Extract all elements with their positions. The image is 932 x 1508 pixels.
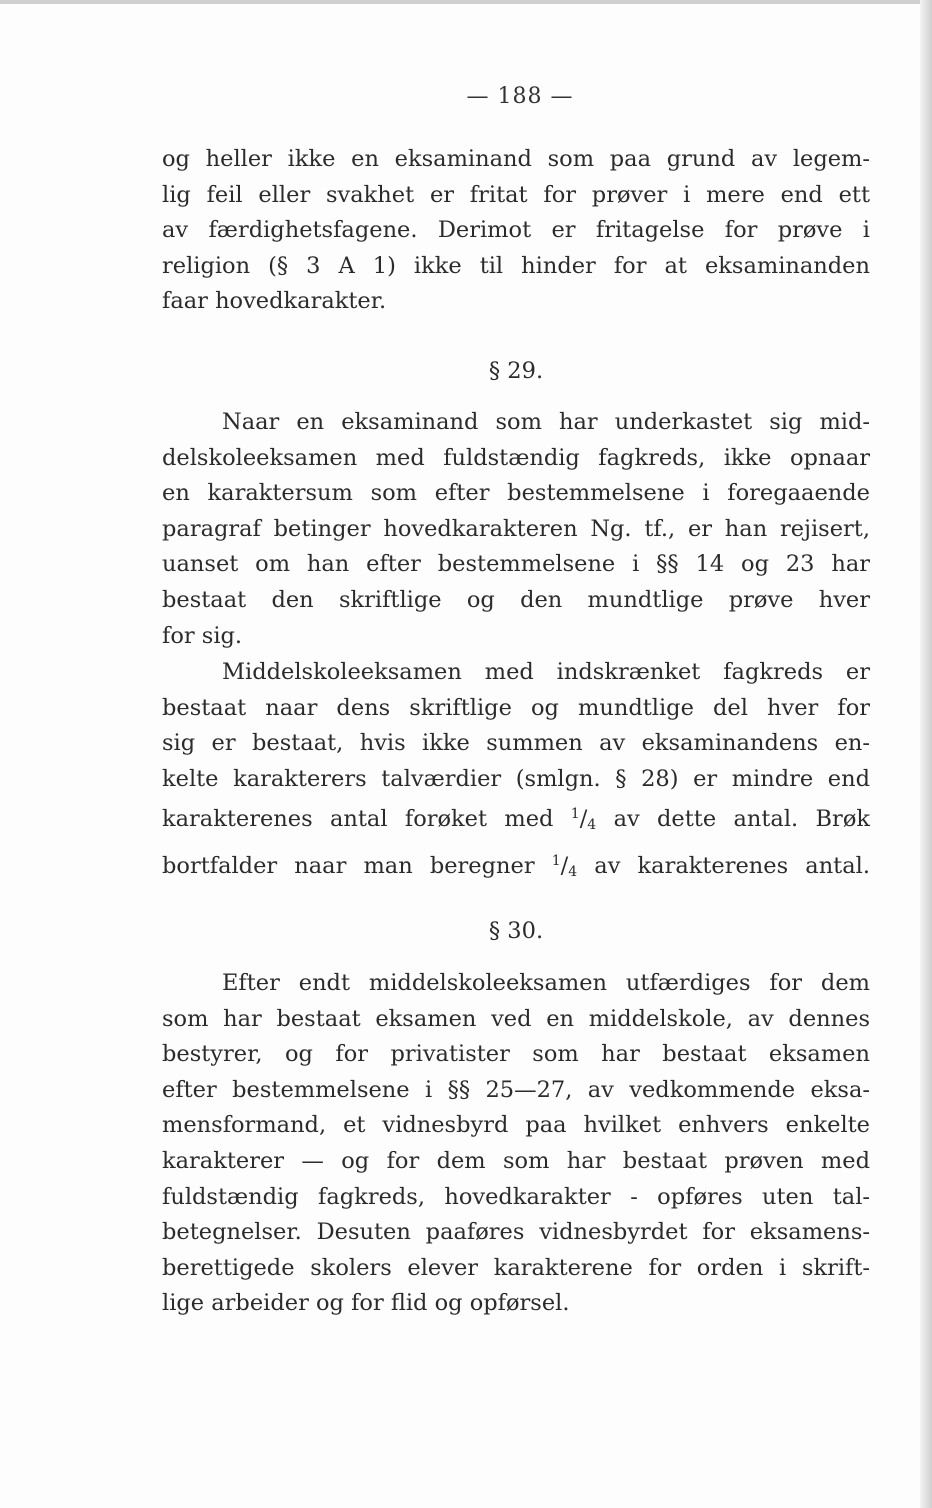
text-segment: av dette antal. Brøk bbox=[613, 806, 870, 833]
text-segment: karakterenes antal forøket med bbox=[162, 806, 554, 833]
text-line: efter bestemmelsene i §§ 25—27, av vedkommende eksa- bbox=[162, 1076, 870, 1103]
text-line: for sig. bbox=[162, 622, 243, 649]
text-line: Efter endt middelskoleeksamen utfærdiges for dem bbox=[222, 970, 870, 996]
text-line: bestyrer, og for privatister som har bestaat eksamen bbox=[162, 1041, 870, 1068]
text-line-with-fraction bbox=[162, 797, 870, 844]
section-heading-29: § 29. bbox=[488, 358, 544, 384]
fraction-denominator: 4 bbox=[587, 817, 597, 834]
text-line: av færdighetsfagene. Derimot er fritagelse for prøve i bbox=[162, 217, 870, 244]
text-line: karakterer — og for dem som har bestaat prøven med bbox=[162, 1147, 870, 1174]
fraction-numerator: 1 bbox=[570, 806, 580, 823]
text-line: Middelskoleeksamen med indskrænket fagkreds er bbox=[222, 659, 870, 685]
text-line: religion (§ 3 A 1) ikke til hinder for at eksaminanden bbox=[162, 252, 870, 279]
paragraph-continued bbox=[162, 142, 870, 320]
text-line: betegnelser. Desuten paaføres vidnesbyrdet for eksamens- bbox=[162, 1219, 870, 1246]
text-line: kelte karakterers talværdier (smlgn. § 28) er mindre end bbox=[162, 765, 870, 792]
text-segment: av karakterenes antal. bbox=[594, 852, 870, 879]
text-line: paragraf betinger hovedkarakteren Ng. tf., er han rejisert, bbox=[162, 515, 870, 542]
page-right-edge bbox=[920, 0, 932, 1508]
text-line: delskoleeksamen med fuldstændig fagkreds, ikke opnaar bbox=[162, 444, 870, 471]
text-line-with-fraction bbox=[162, 844, 870, 891]
text-line: berettigede skolers elever karakterene for orden i skrift- bbox=[162, 1254, 870, 1281]
text-line: fuldstændig fagkreds, hovedkarakter - opføres uten tal- bbox=[162, 1183, 870, 1210]
text-line: faar hovedkarakter. bbox=[162, 288, 387, 315]
paragraph-30 bbox=[162, 966, 870, 1322]
text-line: lig feil eller svakhet er fritat for prøver i mere end ett bbox=[162, 181, 870, 208]
text-line: og heller ikke en eksaminand som paa grund av legem- bbox=[162, 146, 870, 172]
section-heading-30: § 30. bbox=[488, 918, 544, 944]
fraction: $^1/_4$ bbox=[551, 852, 578, 880]
text-line: bestaat naar dens skriftlige og mundtlige del hver for bbox=[162, 694, 870, 721]
text-line: uanset om han efter bestemmelsene i §§ 14 og 23 har bbox=[162, 551, 870, 578]
text-line: lige arbeider og for flid og opførsel. bbox=[162, 1290, 570, 1317]
text-line: bestaat den skriftlige og den mundtlige prøve hver bbox=[162, 586, 870, 613]
page-top-edge bbox=[0, 0, 932, 4]
text-line: som har bestaat eksamen ved en middelskole, av dennes bbox=[162, 1005, 870, 1032]
paragraph-29b bbox=[162, 655, 870, 891]
text-line: mensformand, et vidnesbyrd paa hvilket enhvers enkelte bbox=[162, 1112, 870, 1139]
fraction-denominator: 4 bbox=[568, 863, 578, 880]
page-number: — 188 — bbox=[466, 84, 574, 109]
text-line: sig er bestaat, hvis ikke summen av eksaminandens en- bbox=[162, 730, 870, 757]
paragraph-29a bbox=[162, 405, 870, 654]
text-segment: bortfalder naar man beregner bbox=[162, 852, 535, 879]
text-line: en karaktersum som efter bestemmelsene i foregaaende bbox=[162, 480, 870, 507]
fraction-numerator: 1 bbox=[551, 852, 561, 869]
text-line: Naar en eksaminand som har underkastet sig mid- bbox=[222, 409, 870, 435]
fraction: $^1/_4$ bbox=[570, 806, 597, 834]
